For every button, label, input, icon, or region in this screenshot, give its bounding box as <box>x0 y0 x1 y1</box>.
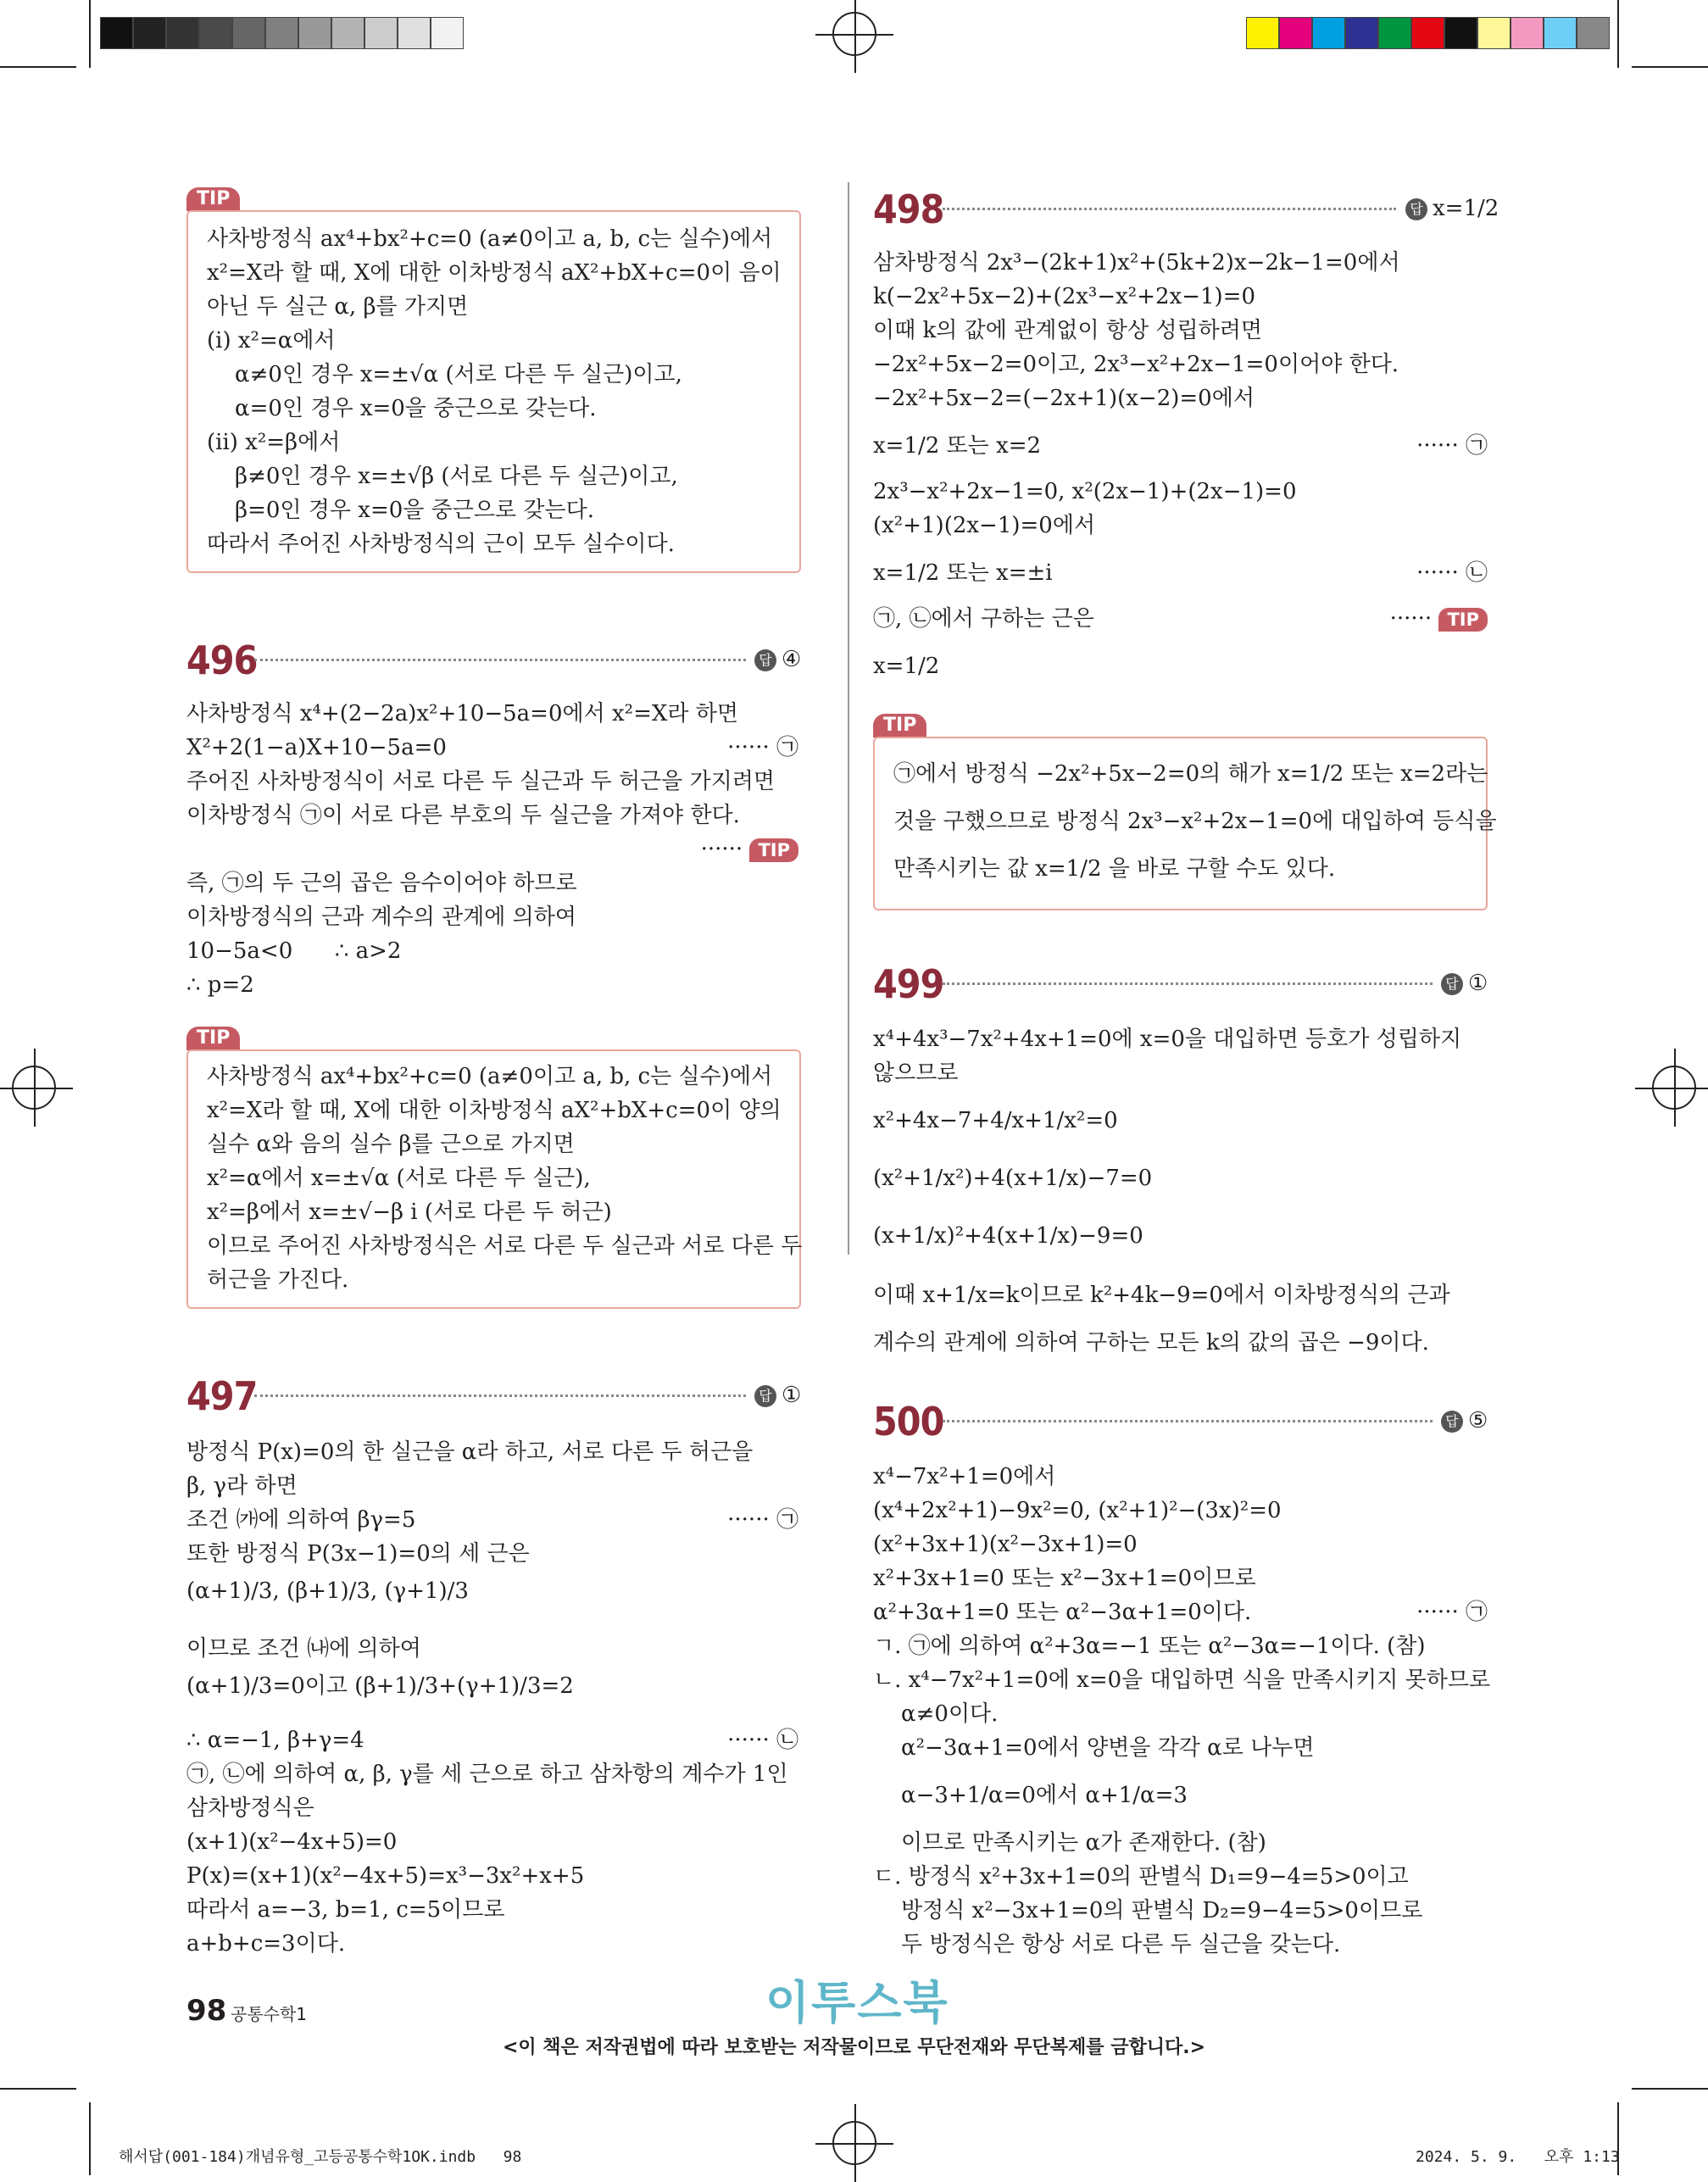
solution-line: x⁴−7x²+1=0에서 <box>873 1464 1056 1489</box>
marker: ······ ㉠ <box>1416 1600 1488 1625</box>
solution-line: x=1/2 <box>873 654 940 679</box>
solution-line: 이차방정식 ㉠이 서로 다른 부호의 두 실근을 가져야 한다. <box>186 803 740 828</box>
solution-line: k(−2x²+5x−2)+(2x³−x²+2x−1)=0 <box>873 284 1255 309</box>
tip-label: TIP <box>186 187 240 211</box>
marker: ······ ㉡ <box>727 1728 798 1753</box>
tip1-line: (ⅰ) x²=α에서 <box>207 328 336 353</box>
marker: ······ TIP <box>1390 602 1488 636</box>
problem-number: 499 <box>873 961 944 1007</box>
answer-value: ① <box>782 1383 802 1408</box>
solution-line: 않으므로 <box>873 1060 959 1086</box>
column-divider <box>848 182 849 1255</box>
solution-line: 조건 ㈎에 의하여 βγ=5 <box>186 1507 416 1533</box>
solution-line: 방정식 x²−3x+1=0의 판별식 D₂=9−4=5>0이므로 <box>873 1898 1423 1923</box>
problem-number: 500 <box>873 1399 944 1444</box>
tip-box-1 <box>186 210 801 573</box>
answer-value: ⑤ <box>1468 1408 1488 1433</box>
solution-line: ㄱ. ㉠에 의하여 α²+3α=−1 또는 α²−3α=−1이다. (참) <box>873 1634 1426 1659</box>
problem-number: 497 <box>186 1373 258 1419</box>
solution-line: 이므로 조건 ㈏에 의하여 <box>186 1636 421 1662</box>
print-slug: 해서답(001-184)개념유형_고등공통수학1OK.indb 98 <box>119 2148 522 2166</box>
solution-line: x=1/2 또는 x=±i <box>873 560 1053 586</box>
tip-badge: TIP <box>1438 608 1488 632</box>
tip1-line: β=0인 경우 x=0을 중근으로 갖는다. <box>207 498 595 523</box>
solution-line: (x+1)(x²−4x+5)=0 <box>186 1829 398 1855</box>
marker: ······ TIP <box>701 832 798 866</box>
tip2-line: 허근을 가진다. <box>207 1267 349 1293</box>
marker: ······ ㉡ <box>1416 560 1488 586</box>
answer-icon: 답 <box>1441 973 1463 995</box>
solution-line: 2x³−x²+2x−1=0, x²(2x−1)+(2x−1)=0 <box>873 479 1297 504</box>
solution-line: (α+1)/3, (β+1)/3, (γ+1)/3 <box>186 1578 469 1604</box>
solution-line: −2x²+5x−2=(−2x+1)(x−2)=0에서 <box>873 386 1255 411</box>
solution-line: 또한 방정식 P(3x−1)=0의 세 근은 <box>186 1541 530 1567</box>
solution-line: 계수의 관계에 의하여 구하는 모든 k의 값의 곱은 −9이다. <box>873 1330 1429 1355</box>
solution-line: 삼차방정식은 <box>186 1795 314 1821</box>
solution-line: (x²+3x+1)(x²−3x+1)=0 <box>873 1532 1138 1557</box>
solution-line: α²−3α+1=0에서 양변을 각각 α로 나누면 <box>873 1735 1315 1761</box>
solution-line: 주어진 사차방정식이 서로 다른 두 실근과 두 허근을 가지려면 <box>186 769 776 794</box>
problem-number: 496 <box>186 637 258 683</box>
tip2-line: x²=X라 할 때, X에 대한 이차방정식 aX²+bX+c=0이 양의 <box>207 1098 782 1123</box>
solution-line: 삼차방정식 2x³−(2k+1)x²+(5k+2)x−2k−1=0에서 <box>873 250 1400 276</box>
dotted-leader <box>943 208 1396 210</box>
tip2-line: x²=β에서 x=±√−β i (서로 다른 두 허근) <box>207 1200 612 1225</box>
solution-line: α−3+1/α=0에서 α+1/α=3 <box>873 1783 1188 1808</box>
tip1-line: α=0인 경우 x=0을 중근으로 갖는다. <box>207 396 597 421</box>
tip3-line: 만족시키는 값 x=1/2 을 바로 구할 수도 있다. <box>893 856 1336 882</box>
dotted-leader <box>943 1420 1433 1422</box>
tip1-line: (ⅱ) x²=β에서 <box>207 430 341 455</box>
solution-line: P(x)=(x+1)(x²−4x+5)=x³−3x²+x+5 <box>186 1863 585 1889</box>
solution-line: 10−5a<0 ∴ a>2 <box>186 938 402 964</box>
solution-line: (x²+1/x²)+4(x+1/x)−7=0 <box>873 1166 1153 1191</box>
tip-label: TIP <box>186 1027 240 1050</box>
solution-line: 두 방정식은 항상 서로 다른 두 실근을 갖는다. <box>873 1932 1341 1957</box>
solution-line: x=1/2 또는 x=2 <box>873 433 1042 459</box>
solution-line: 이므로 만족시키는 α가 존재한다. (참) <box>873 1830 1266 1856</box>
dotted-leader <box>943 982 1433 985</box>
answer-icon: 답 <box>1405 198 1427 220</box>
page-number: 98 <box>186 1994 227 2028</box>
answer-value: x=1/2 <box>1433 196 1499 221</box>
solution-line: 이차방정식의 근과 계수의 관계에 의하여 <box>186 905 577 930</box>
solution-line: x²+3x+1=0 또는 x²−3x+1=0이므로 <box>873 1566 1256 1591</box>
answer <box>1405 193 1499 224</box>
solution-line: 사차방정식 x⁴+(2−2a)x²+10−5a=0에서 x²=X라 하면 <box>186 701 738 726</box>
solution-line: ∴ α=−1, β+γ=4 <box>186 1728 364 1753</box>
tip-box-2 <box>186 1049 801 1309</box>
solution-line: α≠0이다. <box>873 1701 999 1727</box>
solution-line: ㉠, ㉡에 의하여 α, β, γ를 세 근으로 하고 삼차항의 계수가 1인 <box>186 1762 788 1787</box>
solution-line: ∴ p=2 <box>186 972 254 998</box>
answer <box>1441 1405 1488 1436</box>
tip2-line: 실수 α와 음의 실수 β를 근으로 가지면 <box>207 1132 575 1157</box>
tip1-line: 사차방정식 ax⁴+bx²+c=0 (a≠0이고 a, b, c는 실수)에서 <box>207 226 773 252</box>
answer-icon: 답 <box>754 1385 776 1407</box>
dotted-leader <box>254 659 746 661</box>
tip3-line: ㉠에서 방정식 −2x²+5x−2=0의 해가 x=1/2 또는 x=2라는 <box>893 761 1488 787</box>
solution-line: 방정식 P(x)=0의 한 실근을 α라 하고, 서로 다른 두 허근을 <box>186 1439 754 1465</box>
answer-value: ① <box>1468 971 1488 996</box>
tip2-line: 이므로 주어진 사차방정식은 서로 다른 두 실근과 서로 다른 두 <box>207 1233 803 1259</box>
solution-line: 이때 k의 값에 관계없이 항상 성립하려면 <box>873 318 1262 343</box>
print-timestamp: 2024. 5. 9. 오후 1:13 <box>1416 2148 1620 2166</box>
solution-line: ㉠, ㉡에서 구하는 근은 <box>873 606 1094 632</box>
answer-icon: 답 <box>754 649 776 671</box>
solution-line: β, γ라 하면 <box>186 1473 298 1499</box>
solution-line: 즉, ㉠의 두 근의 곱은 음수이어야 하므로 <box>186 871 577 896</box>
publisher-logo: 이투스북 <box>765 1976 949 2029</box>
problem-number: 498 <box>873 186 944 232</box>
solution-line: (x+1/x)²+4(x+1/x)−9=0 <box>873 1223 1143 1249</box>
tip1-line: 아닌 두 실근 α, β를 가지면 <box>207 294 469 320</box>
solution-line: (x⁴+2x²+1)−9x²=0, (x²+1)²−(3x)²=0 <box>873 1498 1282 1523</box>
solution-line: (α+1)/3=0이고 (β+1)/3+(γ+1)/3=2 <box>186 1673 574 1699</box>
marker: ······ ㉠ <box>1416 433 1488 459</box>
dotted-leader <box>254 1394 746 1397</box>
solution-line: (x²+1)(2x−1)=0에서 <box>873 513 1096 538</box>
tip-badge: TIP <box>749 838 798 862</box>
answer <box>754 644 801 675</box>
marker: ······ ㉠ <box>727 735 798 760</box>
tip1-line: x²=X라 할 때, X에 대한 이차방정식 aX²+bX+c=0이 음이 <box>207 260 782 286</box>
solution-line: ㄷ. 방정식 x²+3x+1=0의 판별식 D₁=9−4=5>0이고 <box>873 1864 1409 1890</box>
solution-line: a+b+c=3이다. <box>186 1931 346 1957</box>
copyright-notice: <이 책은 저작권법에 따라 보호받는 저작물이므로 무단전재와 무단복제를 금합니다.> <box>502 2037 1206 2058</box>
tip1-line: 따라서 주어진 사차방정식의 근이 모두 실수이다. <box>207 532 675 557</box>
solution-line: x⁴+4x³−7x²+4x+1=0에 x=0을 대입하면 등호가 성립하지 <box>873 1027 1462 1052</box>
tip1-line: β≠0인 경우 x=±√β (서로 다른 두 실근)이고, <box>207 464 678 489</box>
solution-line: α²+3α+1=0 또는 α²−3α+1=0이다. <box>873 1600 1252 1625</box>
tip-label: TIP <box>873 714 926 738</box>
solution-line: X²+2(1−a)X+10−5a=0 <box>186 735 447 760</box>
answer-icon: 답 <box>1441 1411 1463 1433</box>
solution-line: 이때 x+1/x=k이므로 k²+4k−9=0에서 이차방정식의 근과 <box>873 1283 1450 1308</box>
tip1-line: α≠0인 경우 x=±√α (서로 다른 두 실근)이고, <box>207 362 682 387</box>
solution-line: ㄴ. x⁴−7x²+1=0에 x=0을 대입하면 식을 만족시키지 못하므로 <box>873 1667 1491 1693</box>
answer-value: ④ <box>782 647 802 672</box>
tip2-line: x²=α에서 x=±√α (서로 다른 두 실근), <box>207 1166 591 1191</box>
solution-line: 따라서 a=−3, b=1, c=5이므로 <box>186 1897 505 1923</box>
solution-line: −2x²+5x−2=0이고, 2x³−x²+2x−1=0이어야 한다. <box>873 352 1399 377</box>
solution-line: x²+4x−7+4/x+1/x²=0 <box>873 1108 1118 1133</box>
tip2-line: 사차방정식 ax⁴+bx²+c=0 (a≠0이고 a, b, c는 실수)에서 <box>207 1064 773 1089</box>
book-title: 공통수학1 <box>231 2004 308 2024</box>
tip3-line: 것을 구했으므로 방정식 2x³−x²+2x−1=0에 대입하여 등식을 <box>893 809 1497 834</box>
tip-box-3 <box>873 737 1497 910</box>
answer <box>754 1380 801 1411</box>
answer <box>1441 968 1488 999</box>
marker: ······ ㉠ <box>727 1507 798 1533</box>
